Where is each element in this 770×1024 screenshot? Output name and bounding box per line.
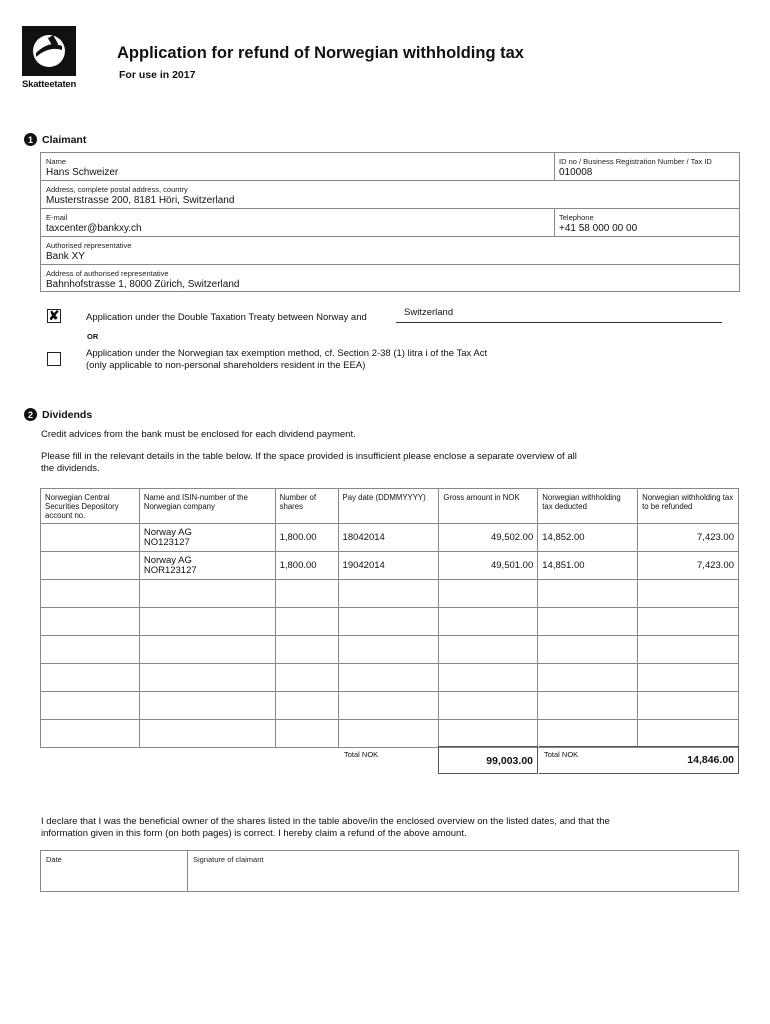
signature-field[interactable] bbox=[188, 851, 738, 891]
dividends-table bbox=[40, 488, 739, 748]
email-label: E-mail bbox=[46, 213, 68, 222]
empty-cell[interactable] bbox=[41, 608, 140, 636]
empty-cell[interactable] bbox=[538, 580, 638, 608]
email-value: taxcenter@bankxy.ch bbox=[46, 223, 142, 234]
empty-cell[interactable] bbox=[275, 608, 338, 636]
exemption-option-text bbox=[86, 348, 487, 372]
dividends-section-heading bbox=[24, 408, 92, 421]
cell-tax-deducted[interactable]: 14,852.00 bbox=[538, 524, 638, 552]
cell-shares[interactable]: 1,800.00 bbox=[275, 552, 338, 580]
empty-cell[interactable] bbox=[439, 720, 538, 748]
empty-cell[interactable] bbox=[275, 636, 338, 664]
table-row-empty bbox=[41, 608, 739, 636]
col-header-company: Name and ISIN-number of the Norwegian company bbox=[139, 489, 275, 524]
empty-cell[interactable] bbox=[139, 636, 275, 664]
cell-gross[interactable]: 49,501.00 bbox=[439, 552, 538, 580]
empty-cell[interactable] bbox=[41, 580, 140, 608]
empty-cell[interactable] bbox=[638, 580, 739, 608]
empty-cell[interactable] bbox=[41, 664, 140, 692]
treaty-option-text: Application under the Double Taxation Treaty between Norway and bbox=[86, 312, 367, 323]
name-label: Name bbox=[46, 157, 67, 166]
empty-cell[interactable] bbox=[139, 692, 275, 720]
representative-field[interactable] bbox=[41, 237, 739, 265]
address-label: Address, complete postal address, country bbox=[46, 185, 188, 194]
exemption-checkbox[interactable] bbox=[47, 352, 61, 366]
representative-address-field[interactable] bbox=[41, 265, 739, 291]
treaty-country-line[interactable] bbox=[396, 322, 722, 323]
cell-account[interactable] bbox=[41, 552, 140, 580]
cell-shares[interactable]: 1,800.00 bbox=[275, 524, 338, 552]
empty-cell[interactable] bbox=[338, 720, 439, 748]
col-header-shares: Number of shares bbox=[275, 489, 338, 524]
col-header-tax-refund: Norwegian withholding tax to be refunded bbox=[638, 489, 739, 524]
table-header-row bbox=[41, 489, 739, 524]
company-isin: NOR123127 bbox=[143, 564, 197, 576]
empty-cell[interactable] bbox=[338, 636, 439, 664]
page-subtitle: For use in 2017 bbox=[119, 69, 196, 81]
table-row bbox=[41, 524, 739, 552]
empty-cell[interactable] bbox=[439, 580, 538, 608]
id-field[interactable] bbox=[555, 153, 739, 181]
representative-label: Authorised representative bbox=[46, 241, 132, 250]
name-field[interactable] bbox=[41, 153, 555, 181]
company-name: Norway AG bbox=[143, 554, 192, 566]
empty-cell[interactable] bbox=[275, 580, 338, 608]
declaration-line-1: I declare that I was the beneficial owner of the shares listed in the table above/in the enclosed overview on the listed dates, and that the bbox=[41, 816, 610, 827]
empty-cell[interactable] bbox=[139, 608, 275, 636]
address-value: Musterstrasse 200, 8181 Höri, Switzerland bbox=[46, 195, 235, 206]
or-separator: OR bbox=[87, 332, 99, 341]
empty-cell[interactable] bbox=[538, 608, 638, 636]
empty-cell[interactable] bbox=[538, 692, 638, 720]
empty-cell[interactable] bbox=[139, 580, 275, 608]
exemption-line-2: (only applicable to non-personal shareholders resident in the EEA) bbox=[86, 360, 366, 371]
phone-field[interactable] bbox=[555, 209, 739, 237]
cell-company[interactable] bbox=[139, 552, 275, 580]
total-gross-box[interactable]: 99,003.00 bbox=[438, 746, 538, 774]
section-number-badge: 1 bbox=[24, 133, 37, 146]
skatteetaten-logo bbox=[22, 26, 82, 90]
col-header-gross: Gross amount in NOK bbox=[439, 489, 538, 524]
empty-cell[interactable] bbox=[338, 580, 439, 608]
exemption-line-1: Application under the Norwegian tax exemption method, cf. Section 2-38 (1) litra i of the Tax Act bbox=[86, 348, 488, 359]
empty-cell[interactable] bbox=[538, 664, 638, 692]
cell-tax-refund[interactable]: 7,423.00 bbox=[638, 524, 739, 552]
empty-cell[interactable] bbox=[275, 692, 338, 720]
treaty-checkbox[interactable]: ✘ bbox=[48, 308, 60, 323]
email-field[interactable] bbox=[41, 209, 555, 237]
empty-cell[interactable] bbox=[338, 608, 439, 636]
empty-cell[interactable] bbox=[139, 720, 275, 748]
cell-company[interactable] bbox=[139, 524, 275, 552]
col-header-pay-date: Pay date (DDMMYYYY) bbox=[338, 489, 439, 524]
empty-cell[interactable] bbox=[538, 720, 638, 748]
cell-account[interactable] bbox=[41, 524, 140, 552]
treaty-country-value: Switzerland bbox=[404, 307, 454, 318]
name-value: Hans Schweizer bbox=[46, 167, 119, 178]
section-title: Claimant bbox=[42, 133, 87, 146]
empty-cell[interactable] bbox=[638, 720, 739, 748]
empty-cell[interactable] bbox=[439, 664, 538, 692]
col-header-tax-deducted: Norwegian withholding tax deducted bbox=[538, 489, 638, 524]
empty-cell[interactable] bbox=[638, 664, 739, 692]
table-row-empty bbox=[41, 580, 739, 608]
empty-cell[interactable] bbox=[439, 636, 538, 664]
address-field[interactable] bbox=[41, 181, 739, 209]
claimant-form bbox=[40, 152, 740, 292]
total-refund-box[interactable]: 14,846.00 bbox=[539, 746, 739, 774]
company-isin: NO123127 bbox=[143, 536, 190, 548]
empty-cell[interactable] bbox=[275, 664, 338, 692]
representative-address-label: Address of authorised representative bbox=[46, 269, 169, 278]
table-row-empty bbox=[41, 636, 739, 664]
col-header-account: Norwegian Central Securities Depository account no. bbox=[41, 489, 140, 524]
table-row-empty bbox=[41, 720, 739, 748]
table-row-empty bbox=[41, 664, 739, 692]
declaration-line-2: information given in this form (on both pages) is correct. I hereby claim a refund of the above amount. bbox=[41, 828, 467, 839]
empty-cell[interactable] bbox=[41, 692, 140, 720]
page-title: Application for refund of Norwegian withholding tax bbox=[117, 44, 524, 62]
table-row-empty bbox=[41, 692, 739, 720]
section-title: Dividends bbox=[42, 408, 93, 421]
id-value: 010008 bbox=[559, 167, 593, 178]
note-line-1: Please fill in the relevant details in the table below. If the space provided is insufficient please enclose a separate overview of all bbox=[41, 451, 577, 462]
empty-cell[interactable] bbox=[139, 664, 275, 692]
dividends-note-credit-advices: Credit advices from the bank must be enclosed for each dividend payment. bbox=[41, 429, 356, 440]
empty-cell[interactable] bbox=[439, 692, 538, 720]
total-refund-label: Total NOK bbox=[544, 750, 579, 759]
cell-tax-refund[interactable]: 7,423.00 bbox=[638, 552, 739, 580]
cell-pay-date[interactable]: 18042014 bbox=[338, 524, 439, 552]
phone-label: Telephone bbox=[559, 213, 594, 222]
date-field[interactable] bbox=[41, 851, 188, 891]
date-label: Date bbox=[46, 855, 62, 864]
note-line-2: the dividends. bbox=[41, 463, 100, 474]
claimant-section-heading bbox=[24, 133, 86, 146]
dividends-note-fill-in bbox=[41, 451, 577, 475]
representative-address-value: Bahnhofstrasse 1, 8000 Zürich, Switzerland bbox=[46, 279, 240, 290]
empty-cell[interactable] bbox=[638, 692, 739, 720]
logo-mark-icon bbox=[22, 26, 76, 76]
signature-label: Signature of claimant bbox=[193, 855, 264, 864]
table-row bbox=[41, 552, 739, 580]
empty-cell[interactable] bbox=[439, 608, 538, 636]
empty-cell[interactable] bbox=[338, 664, 439, 692]
empty-cell[interactable] bbox=[538, 636, 638, 664]
section-number-badge: 2 bbox=[24, 408, 37, 421]
empty-cell[interactable] bbox=[638, 636, 739, 664]
logo-text: Skatteetaten bbox=[22, 79, 77, 90]
empty-cell[interactable] bbox=[338, 692, 439, 720]
empty-cell[interactable] bbox=[638, 608, 739, 636]
empty-cell[interactable] bbox=[275, 720, 338, 748]
cell-tax-deducted[interactable]: 14,851.00 bbox=[538, 552, 638, 580]
phone-value: +41 58 000 00 00 bbox=[559, 223, 638, 234]
company-name: Norway AG bbox=[143, 526, 192, 538]
signature-form bbox=[40, 850, 739, 892]
cell-gross[interactable]: 49,502.00 bbox=[439, 524, 538, 552]
empty-cell[interactable] bbox=[41, 636, 140, 664]
cell-pay-date[interactable]: 19042014 bbox=[338, 552, 439, 580]
representative-value: Bank XY bbox=[46, 251, 85, 262]
declaration-text bbox=[41, 816, 610, 840]
total-gross-label: Total NOK bbox=[344, 750, 379, 759]
empty-cell[interactable] bbox=[41, 720, 140, 748]
id-label: ID no / Business Registration Number / Tax ID bbox=[559, 157, 712, 166]
